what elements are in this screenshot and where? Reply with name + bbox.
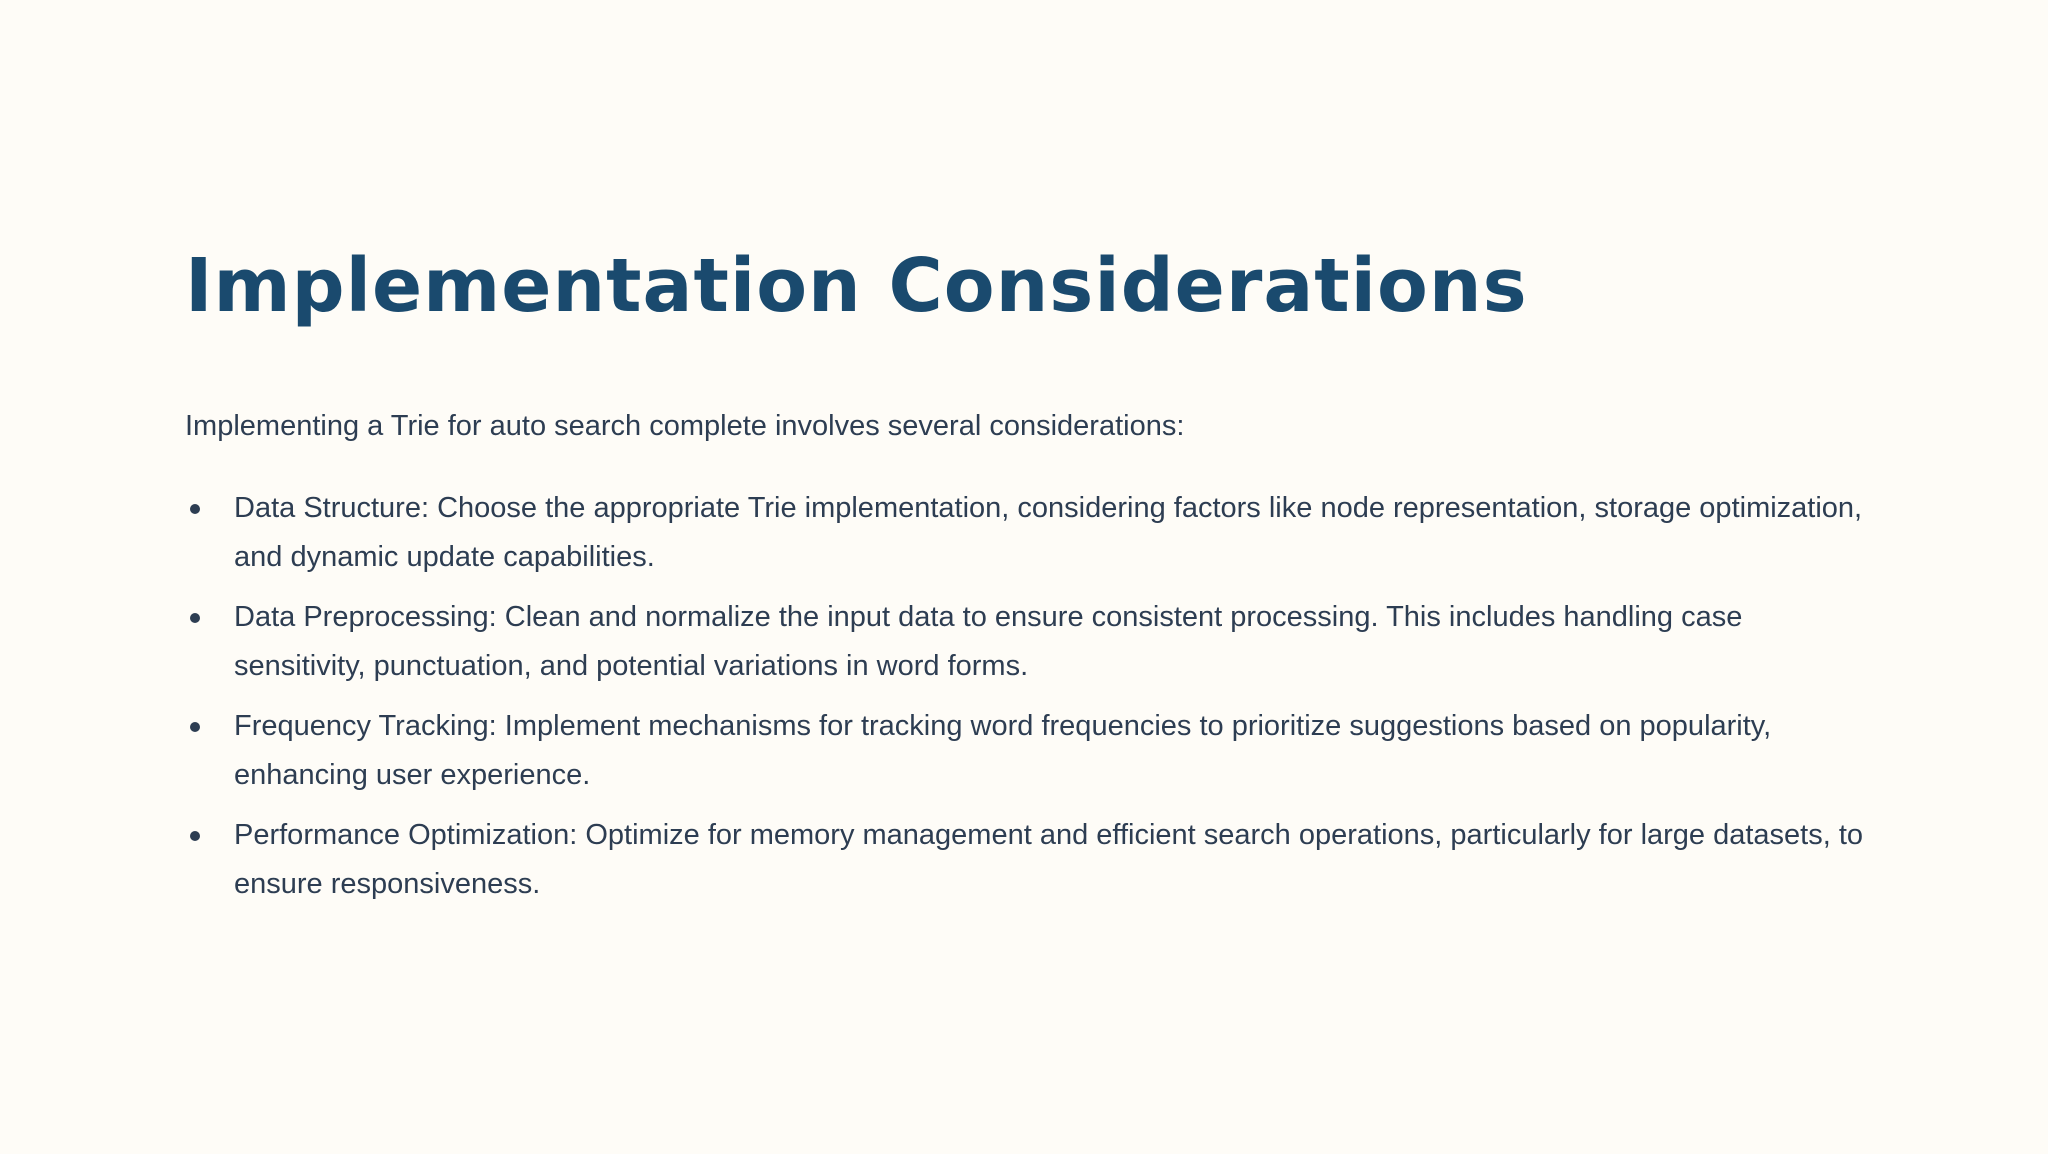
list-item bbox=[185, 702, 1875, 800]
list-item bbox=[185, 593, 1875, 691]
list-item-text: Data Preprocessing: Clean and normalize the input data to ensure consistent processing. This includes handling case sensitivity, punctuation, and potential variations in word forms. bbox=[234, 601, 1743, 682]
list-item-text: Performance Optimization: Optimize for memory management and efficient search operations, particularly for large datasets, to ensure responsiveness. bbox=[234, 819, 1864, 900]
slide-title: Implementation Considerations bbox=[185, 243, 1528, 329]
list-item-text: Data Structure: Choose the appropriate Trie implementation, considering factors like node representation, storage optimization, and dynamic update capabilities. bbox=[234, 492, 1863, 573]
list-item-text: Frequency Tracking: Implement mechanisms for tracking word frequencies to prioritize suggestions based on popularity, enhancing user experience. bbox=[234, 710, 1772, 791]
bullet-list bbox=[185, 484, 1875, 920]
bullet-dot-icon bbox=[190, 504, 200, 514]
bullet-dot-icon bbox=[190, 831, 200, 841]
list-item bbox=[185, 484, 1875, 582]
intro-text: Implementing a Trie for auto search complete involves several considerations: bbox=[185, 410, 1185, 442]
bullet-dot-icon bbox=[190, 613, 200, 623]
list-item bbox=[185, 811, 1875, 909]
bullet-dot-icon bbox=[190, 722, 200, 732]
